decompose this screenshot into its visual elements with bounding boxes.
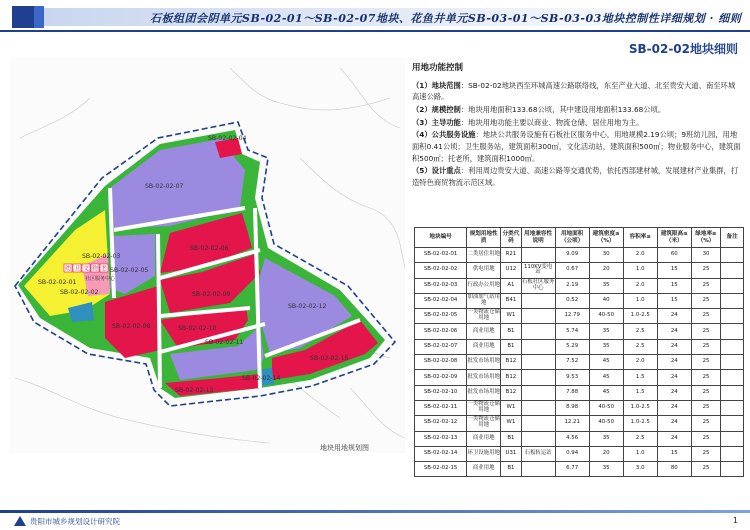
table-cell: 24	[657, 370, 691, 385]
table-cell: 批发市场用地	[467, 355, 501, 370]
table-cell	[521, 248, 555, 263]
table-cell	[521, 400, 555, 415]
table-cell: 7.88	[555, 385, 589, 400]
table-cell	[721, 370, 744, 385]
table-cell: 60	[657, 248, 691, 263]
table-cell: W1	[501, 309, 521, 324]
map-caption: 地块用地规划图	[320, 444, 369, 452]
table-body	[415, 248, 744, 477]
table-cell: 25	[691, 431, 720, 446]
table-cell	[721, 446, 744, 461]
table-cell: 5.29	[555, 339, 589, 354]
parcel-label-05: SB-02-02-05	[110, 267, 149, 274]
parcel-label-10: SB-02-02-10	[178, 325, 217, 332]
culture-label: 文	[83, 265, 90, 273]
table-cell: 30	[589, 248, 623, 263]
table-cell	[521, 355, 555, 370]
table-cell: 2.0	[623, 248, 657, 263]
table-cell: 一类物流仓储用地	[467, 400, 501, 415]
footer-bar	[0, 510, 750, 513]
table-row	[415, 370, 744, 385]
info-item-scope	[412, 80, 742, 103]
col-header: 规划用地性质	[467, 228, 501, 248]
table-cell: W1	[501, 400, 521, 415]
table-cell: 24	[657, 339, 691, 354]
table-cell: 0.67	[555, 263, 589, 278]
section-title: SB-02-02地块细则	[628, 42, 738, 56]
table-cell	[521, 339, 555, 354]
table-cell: 批发市场用地	[467, 385, 501, 400]
table-cell: 20	[589, 446, 623, 461]
info-text-scale: ：地块用地面积133.68公顷，其中建设用地面积133.68公顷。	[460, 104, 666, 114]
table-cell: 1.0-2.5	[623, 416, 657, 431]
table-cell: SB-02-02-07	[415, 339, 467, 354]
table-cell: SB-02-02-04	[415, 293, 467, 308]
table-cell: 40	[589, 293, 623, 308]
table-row	[415, 248, 744, 263]
table-cell: 25	[691, 462, 720, 477]
table-cell: 1.5	[623, 370, 657, 385]
table-cell	[521, 293, 555, 308]
table-cell: 45	[589, 385, 623, 400]
table-row	[415, 400, 744, 415]
table-cell: 25	[691, 324, 720, 339]
table-cell: 110KV变电站	[521, 263, 555, 278]
header-logo-accent	[34, 6, 44, 28]
table-cell: W1	[501, 416, 521, 431]
table-header-row	[415, 228, 744, 248]
table-cell: SB-02-02-08	[415, 355, 467, 370]
table-cell: 25	[691, 355, 720, 370]
table-cell: SB-02-02-06	[415, 324, 467, 339]
table-cell: SB-02-02-12	[415, 416, 467, 431]
info-item-function	[412, 117, 742, 129]
info-label-design: （5）设计重点	[412, 166, 461, 176]
parcel-label-06: SB-02-02-06	[190, 245, 229, 252]
table-cell: U12	[501, 263, 521, 278]
table-cell: 15	[657, 263, 691, 278]
table-cell: 1.0	[623, 263, 657, 278]
table-cell: 45	[589, 355, 623, 370]
parcel-label-13: SB-02-02-13	[175, 387, 214, 394]
table-cell: 商业用地	[467, 324, 501, 339]
table-cell: SB-02-02-03	[415, 278, 467, 293]
parcel-label-15: SB-02-02-15	[310, 355, 349, 362]
table-cell: 商业用地	[467, 339, 501, 354]
table-cell	[521, 324, 555, 339]
table-cell: 45	[589, 370, 623, 385]
table-cell: 9.53	[555, 370, 589, 385]
table-cell	[721, 416, 744, 431]
table-cell	[721, 324, 744, 339]
land-use-info	[412, 62, 742, 190]
table-cell	[721, 278, 744, 293]
table-cell: SB-02-02-14	[415, 446, 467, 461]
table-cell: SB-02-02-09	[415, 370, 467, 385]
table-cell: 商业用地	[467, 462, 501, 477]
table-row	[415, 324, 744, 339]
table-cell: 25	[691, 309, 720, 324]
table-cell: 24	[657, 416, 691, 431]
table-cell: B41	[501, 293, 521, 308]
table-cell: SB-02-02-01	[415, 248, 467, 263]
col-header: 建筑密度≤（%）	[589, 228, 623, 248]
info-text-facilities: ：地块公共服务设施有石板社区服务中心，用地规模2.19公顷；9班幼儿园，用地面积0.41公顷；卫生服务站，建筑面积300㎡，文化活动站，建筑面积500㎡；物业服务中心，建筑面积500㎡；托老所，建筑面积1000㎡。	[412, 130, 741, 163]
table-cell: U31	[501, 446, 521, 461]
table-cell: 25	[691, 293, 720, 308]
table-cell: 行政办公用地	[467, 278, 501, 293]
table-cell: SB-02-02-10	[415, 385, 467, 400]
table-cell: B1	[501, 324, 521, 339]
institute-logo-icon	[14, 516, 26, 526]
table-cell	[521, 309, 555, 324]
table-cell: SB-02-02-15	[415, 462, 467, 477]
table-cell: SB-02-02-11	[415, 400, 467, 415]
table-cell: 15	[657, 446, 691, 461]
table-cell: 2.0	[623, 278, 657, 293]
table-cell: 环卫设施用地	[467, 446, 501, 461]
parcel-label-08: SB-02-02-08	[112, 323, 151, 330]
header-divider	[0, 30, 750, 32]
table-cell: 15	[657, 278, 691, 293]
table-cell	[721, 309, 744, 324]
col-header: 地块编号	[415, 228, 467, 248]
parcel-label-02: SB-02-02-02	[60, 289, 99, 296]
table-cell: 1.5	[623, 385, 657, 400]
table-cell: 24	[657, 400, 691, 415]
table-row	[415, 446, 744, 461]
table-cell	[521, 385, 555, 400]
table-cell: 供电用地	[467, 263, 501, 278]
page-title: 石板组团会阴单元SB-02-01～SB-02-07地块、花鱼井单元SB-03-01～SB-03-03地块控制性详细规划 · 细则	[150, 12, 742, 25]
table-cell: B1	[501, 462, 521, 477]
property-label: 物	[92, 265, 99, 273]
table-cell	[721, 339, 744, 354]
table-cell: R21	[501, 248, 521, 263]
table-row	[415, 431, 744, 446]
table-cell: SB-02-02-13	[415, 431, 467, 446]
info-text-function: ：地块用地功能主要以商业、物流仓储、居住用地为主。	[460, 117, 644, 127]
info-item-facilities	[412, 129, 742, 164]
table-cell: 9.09	[555, 248, 589, 263]
table-cell: 25	[691, 416, 720, 431]
table-row	[415, 309, 744, 324]
parcel-label-12: SB-02-02-12	[288, 303, 327, 310]
table-cell: 25	[691, 278, 720, 293]
table-cell: 一类物流仓储用地	[467, 416, 501, 431]
col-header: 绿地率≥（%）	[691, 228, 720, 248]
table-cell: 2.5	[623, 431, 657, 446]
table-cell: 25	[691, 339, 720, 354]
table-cell: 35	[589, 339, 623, 354]
table-cell: 2.19	[555, 278, 589, 293]
table-cell	[521, 462, 555, 477]
table-cell: 加油加气站用地	[467, 293, 501, 308]
table-cell	[721, 293, 744, 308]
table-cell: 15	[657, 293, 691, 308]
table-cell	[521, 431, 555, 446]
table-cell: 2.5	[623, 339, 657, 354]
table-row	[415, 355, 744, 370]
table-cell: 24	[657, 431, 691, 446]
table-cell	[721, 355, 744, 370]
table-cell: 4.56	[555, 431, 589, 446]
parcel-label-04: SB-02-02-04	[208, 135, 247, 142]
elderly-label: 老	[101, 265, 108, 273]
info-text-scope: ：SB-02-02地块西至环城高速公路联络线，东至产业大道、北至贵安大道、南至环城高速公路。	[412, 80, 736, 102]
footer	[0, 510, 750, 530]
col-header: 容积率≤	[623, 228, 657, 248]
table-row	[415, 416, 744, 431]
table-cell: SB-02-02-02	[415, 263, 467, 278]
table-cell: 2.0	[623, 355, 657, 370]
table-row	[415, 339, 744, 354]
table-cell: 1.0	[623, 446, 657, 461]
kindergarten-label: 幼	[65, 265, 72, 273]
header-logo-block	[12, 6, 34, 28]
table-cell: 3.0	[623, 462, 657, 477]
table-cell: 商业用地	[467, 431, 501, 446]
table-cell	[721, 431, 744, 446]
table-row	[415, 293, 744, 308]
table-cell: 8.98	[555, 400, 589, 415]
table-cell: 1.0-2.5	[623, 400, 657, 415]
table-cell	[521, 370, 555, 385]
table-cell: 24	[657, 355, 691, 370]
parcel-label-01: SB-02-02-01	[38, 279, 77, 286]
table-cell: 40-50	[589, 309, 623, 324]
table-cell	[721, 263, 744, 278]
table-cell: 24	[657, 309, 691, 324]
table-row	[415, 278, 744, 293]
table-cell: 25	[691, 385, 720, 400]
table-cell: 25	[691, 400, 720, 415]
col-header: 分类代码	[501, 228, 521, 248]
table-cell: 24	[657, 385, 691, 400]
info-label-scale: （2）规模控制	[412, 104, 461, 114]
institute-name: 贵阳市城乡规划设计研究院	[30, 517, 120, 526]
table-cell: 35	[589, 462, 623, 477]
parcel-label-11: SB-02-02-11	[205, 339, 244, 346]
info-heading: 用地功能控制	[412, 63, 464, 73]
table-cell: 35	[589, 431, 623, 446]
table-cell: 7.52	[555, 355, 589, 370]
table-cell: 25	[691, 446, 720, 461]
table-cell: 12.79	[555, 309, 589, 324]
table-cell: A1	[501, 278, 521, 293]
col-header: 用地面积（公顷）	[555, 228, 589, 248]
table-cell: B1	[501, 431, 521, 446]
table-cell: 35	[589, 278, 623, 293]
table-cell	[521, 416, 555, 431]
parcel-label-09: SB-02-02-09	[192, 291, 231, 298]
table-cell: 20	[589, 263, 623, 278]
table-cell: 24	[657, 324, 691, 339]
table-cell: 石板社区服务中心	[521, 278, 555, 293]
table-cell: 25	[691, 263, 720, 278]
table-cell: SB-02-02-05	[415, 309, 467, 324]
parcel-control-table	[414, 227, 744, 477]
table-cell	[721, 400, 744, 415]
table-cell: B12	[501, 355, 521, 370]
table-cell: 0.94	[555, 446, 589, 461]
table-cell: 30	[691, 248, 720, 263]
table-cell: 批发市场用地	[467, 370, 501, 385]
table-cell	[721, 462, 744, 477]
table-cell: 0.52	[555, 293, 589, 308]
col-header: 用地兼容性说明	[521, 228, 555, 248]
table-row	[415, 263, 744, 278]
table-cell: 40-50	[589, 400, 623, 415]
table-cell: B12	[501, 370, 521, 385]
info-label-scope: （1）地块范围	[412, 80, 461, 90]
table-cell: 6.77	[555, 462, 589, 477]
table-cell: 石板转运站	[521, 446, 555, 461]
info-text-design: ：利用周边贵安大道、高速公路等交通优势，依托西部建材城，发展建材产业集群，打造特色商贸物流示范区域。	[412, 166, 739, 187]
table-cell: 1.0	[623, 293, 657, 308]
clinic-label: 卫	[74, 265, 81, 273]
table-cell: 2.5	[623, 324, 657, 339]
info-item-design	[412, 165, 742, 188]
table-cell: 一类物流仓储用地	[467, 309, 501, 324]
land-use-map	[10, 58, 405, 453]
col-header: 备注	[721, 228, 744, 248]
table-cell: B1	[501, 339, 521, 354]
table-cell	[721, 385, 744, 400]
col-header: 建筑限高≤（米）	[657, 228, 691, 248]
table-cell: B12	[501, 385, 521, 400]
parcel-label-03: SB-02-02-03	[82, 253, 121, 260]
table-cell: 1.0-2.5	[623, 309, 657, 324]
page-number: 1	[732, 516, 738, 525]
table-cell	[721, 248, 744, 263]
table-cell: 40-50	[589, 416, 623, 431]
table-cell: 5.74	[555, 324, 589, 339]
header	[0, 0, 750, 36]
table-row	[415, 462, 744, 477]
parcel-label-14: SB-02-02-14	[242, 375, 281, 382]
parcel-label-07: SB-02-02-07	[145, 183, 184, 190]
table-cell: 12.21	[555, 416, 589, 431]
info-item-scale	[412, 104, 742, 116]
info-label-function: （3）主导功能	[412, 117, 461, 127]
table-cell: 80	[657, 462, 691, 477]
community-center-label: 社区服务中心	[85, 276, 116, 282]
table-cell: 25	[691, 370, 720, 385]
table-cell: 二类居住用地	[467, 248, 501, 263]
table-row	[415, 385, 744, 400]
info-label-facilities: （4）公共服务设施	[412, 130, 476, 140]
table-cell: 35	[589, 324, 623, 339]
